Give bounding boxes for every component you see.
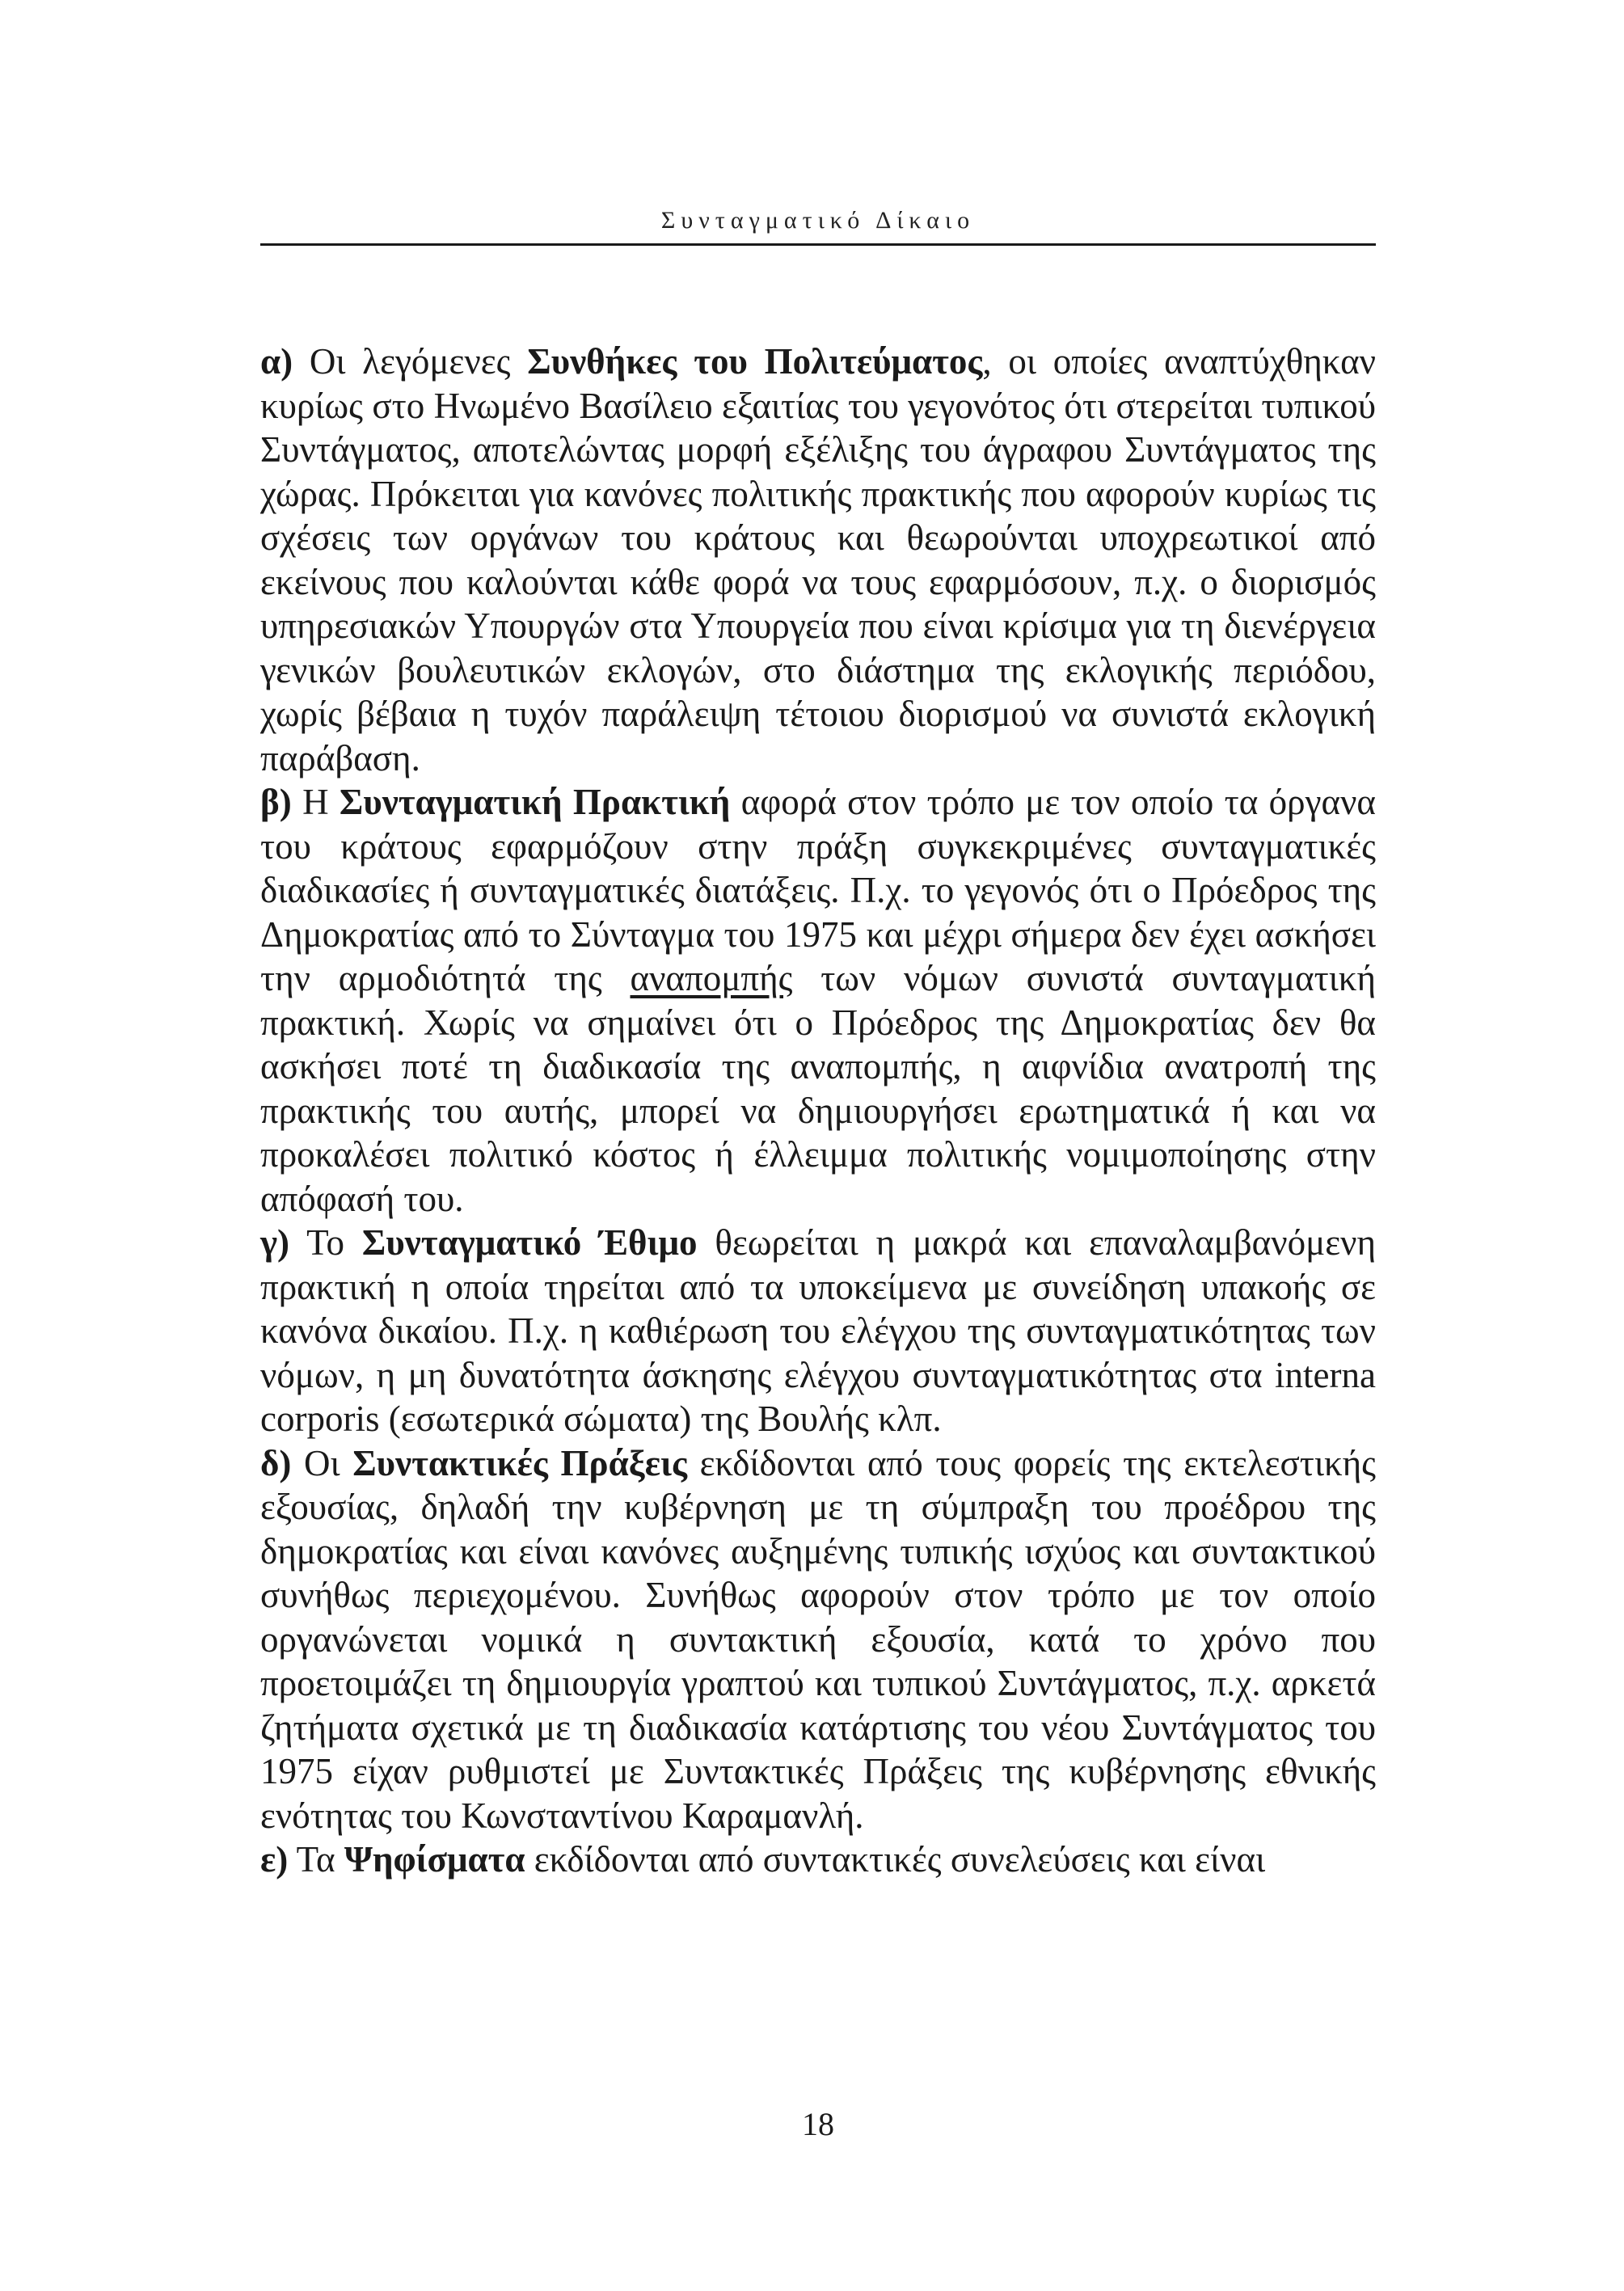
paragraph-lead: Οι (304, 1442, 340, 1483)
paragraph-term: Συνταγματική Πρακτική (339, 782, 731, 822)
paragraph-lead: Τα (296, 1839, 335, 1880)
paragraph-label: δ) (260, 1442, 292, 1483)
paragraph-text: των νόμων συνιστά συνταγματική πρακτική. Χωρίς να σημαίνει ότι ο Πρόεδρος της Δημοκρατίας δεν θα ασκήσει ποτέ τη διαδικασία της αναπομπής, η αιφνίδια ανατροπή της πρακτικής του αυτής, μπορεί να δημιουργήσει ερωτηματικά ή και να προκαλέσει πολιτικό κόστος ή έλλειμμα πολιτικής νομιμοποίησης στην απόφασή του. (260, 958, 1376, 1219)
body-text (260, 340, 1376, 1882)
paragraph-text: θεωρείται η μακρά και επαναλαμβανόμενη πρακτική η οποία τηρείται από τα υποκείμενα με συνείδηση υπακοής σε κανόνα δικαίου. Π.χ. η καθιέρωση του ελέγχου της συνταγματικότητας των νόμων, η μη δυνατότητα άσκησης ελέγχου συνταγματικότητας στα interna corporis (εσωτερικά σώματα) της Βουλής κλπ. (260, 1222, 1376, 1439)
running-header: Συνταγματικό Δίκαιο (660, 207, 976, 234)
header-rule (260, 243, 1376, 246)
paragraph-text: εκδίδονται από τους φορείς της εκτελεστικής εξουσίας, δηλαδή την κυβέρνηση με τη σύμπραξη του προέδρου της δημοκρατίας και είναι κανόνες αυξημένης τυπικής ισχύος και συντακτικού συνήθως περιεχομένου. Συνήθως αφορούν στον τρόπο με τον οποίο οργανώνεται νομικά η συντακτική εξουσία, κατά το χρόνο που προετοιμάζει τη δημιουργία γραπτού και τυπικού Συντάγματος, π.χ. αρκετά ζητήματα σχετικά με τη διαδικασία κατάρτισης του νέου Συντάγματος του 1975 είχαν ρυθμιστεί με Συντακτικές Πράξεις της κυβέρνησης εθνικής ενότητας του Κωνσταντίνου Καραμανλή. (260, 1442, 1376, 1836)
paragraph-b (260, 780, 1376, 1221)
paragraph-term: Ψηφίσματα (344, 1839, 525, 1880)
paragraph-lead: Η (302, 782, 329, 822)
paragraph-label: α) (260, 341, 293, 382)
paragraph-label: β) (260, 782, 292, 822)
paragraph-label: γ) (260, 1222, 290, 1263)
underlined-term: αναπομπής (630, 958, 793, 998)
paragraph-term: Συνταγματικό Έθιμο (361, 1222, 698, 1263)
paragraph-text: , οι οποίες αναπτύχθηκαν κυρίως στο Ηνωμένο Βασίλειο εξαιτίας του γεγονότος ότι στερείται τυπικού Συντάγματος, αποτελώντας μορφή εξέλιξης του άγραφου Συντάγματος της χώρας. Πρόκειται για κανόνες πολιτικής πρακτικής που αφορούν κυρίως τις σχέσεις των οργάνων του κράτους και θεωρούνται υποχρεωτικοί από εκείνους που καλούνται κάθε φορά να τους εφαρμόσουν, π.χ. ο διορισμός υπηρεσιακών Υπουργών στα Υπουργεία που είναι κρίσιμα για τη διενέργεια γενικών βουλευτικών εκλογών, στο διάστημα της εκλογικής περιόδου, χωρίς βέβαια η τυχόν παράλειψη τέτοιου διορισμού να συνιστά εκλογική παράβαση. (260, 341, 1376, 778)
page-number: 18 (802, 2106, 834, 2142)
paragraph-a (260, 340, 1376, 780)
paragraph-term: Συνθήκες του Πολιτεύματος (527, 341, 983, 382)
paragraph-term: Συντακτικές Πράξεις (352, 1442, 687, 1483)
paragraph-text: εκδίδονται από συντακτικές συνελεύσεις και είναι (525, 1839, 1266, 1880)
paragraph-label: ε) (260, 1839, 289, 1880)
paragraph-e (260, 1837, 1376, 1882)
paragraph-text: αφορά στον τρόπο με τον οποίο τα όργανα του κράτους εφαρμόζουν στην πράξη συγκεκριμένες συνταγματικές διαδικασίες ή συνταγματικές διατάξεις. Π.χ. το γεγονός ότι ο Πρόεδρος της Δημοκρατίας από το Σύνταγμα του 1975 και μέχρι σήμερα δεν έχει ασκήσει την αρμοδιότητά της (260, 782, 1377, 998)
paragraph-c (260, 1221, 1376, 1441)
paragraph-lead: Οι λεγόμενες (309, 341, 511, 382)
paragraph-lead: Το (306, 1222, 345, 1263)
paragraph-d (260, 1441, 1376, 1838)
